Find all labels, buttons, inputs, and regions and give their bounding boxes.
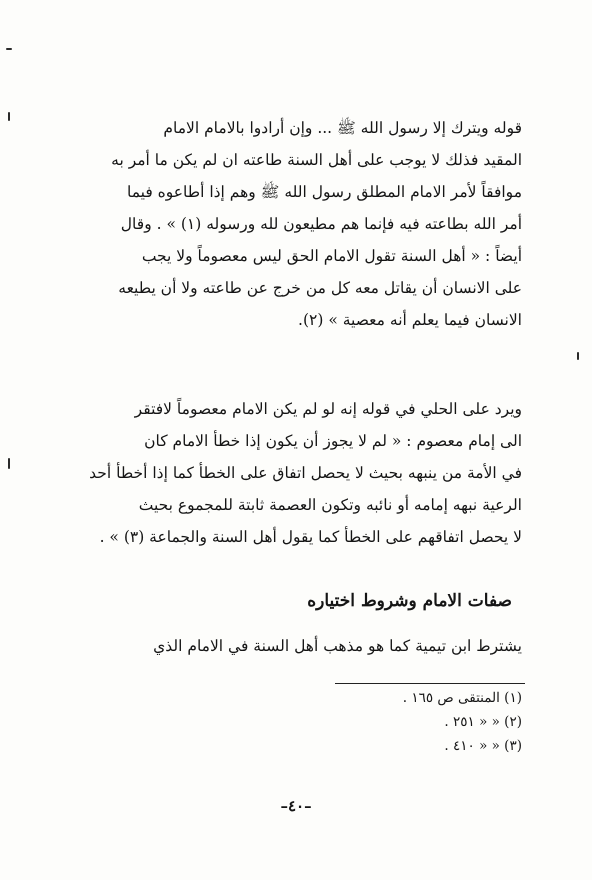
scan-mark xyxy=(8,458,10,469)
scan-mark xyxy=(577,352,579,360)
text-line: لا يحصل اتفاقهم على الخطأ كما يقول أهل السنة والجماعة (٣) » . xyxy=(99,528,522,546)
text-line: المقيد فذلك لا يوجب على أهل السنة طاعته ان لم يكن ما أمر به xyxy=(111,151,522,169)
scan-mark xyxy=(8,112,10,121)
paragraph-2 xyxy=(89,393,522,553)
text-line: موافقاً لأمر الامام المطلق رسول الله ﷺ وهم إذا أطاعوه فيما xyxy=(126,183,522,201)
text-line: الانسان فيما يعلم أنه معصية » (٢). xyxy=(298,311,522,329)
text-line: قوله ويترك إلا رسول الله ﷺ ... وإن أرادوا بالامام الامام xyxy=(163,119,522,137)
paragraph-1 xyxy=(112,112,522,336)
text-line: أيضاً : « أهل السنة تقول الامام الحق ليس معصوماً ولا يجب xyxy=(141,247,522,265)
paragraph-3: يشترط ابن تيمية كما هو مذهب أهل السنة في الامام الذي xyxy=(153,637,522,655)
footnote-item: (٢) « « ٢٥١ . xyxy=(444,714,522,730)
text-line: في الأمة من ينبهه بحيث لا يحصل اتفاق على الخطأ كما إذا أخطأ أحد xyxy=(89,464,522,482)
footnotes xyxy=(403,686,522,758)
text-line: الى إمام معصوم : « لم لا يجوز أن يكون إذا خطأ الامام كان xyxy=(144,432,522,450)
text-line: ويرد على الحلي في قوله إنه لو لم يكن الامام معصوماً لافتقر xyxy=(134,400,522,418)
section-heading: صفات الامام وشروط اختياره xyxy=(307,591,512,611)
text-line: الرعية نبهه إمامه أو نائبه وتكون العصمة ثابتة للمجموع بحيث xyxy=(138,496,522,514)
text-line: على الانسان أن يقاتل معه كل من خرج عن طاعته ولا أن يطيعه xyxy=(118,279,522,297)
page-number: –٤٠– xyxy=(280,797,312,815)
footnote-item: (٣) « « ٤١٠ . xyxy=(444,738,522,754)
text-line: أمر الله بطاعته فيه فإنما هم مطيعون لله ورسوله (١) » . وقال xyxy=(120,215,522,233)
scan-mark xyxy=(6,48,12,50)
footnote-item: (١) المنتقى ص ١٦٥ . xyxy=(402,690,522,706)
footnote-divider xyxy=(335,683,525,684)
